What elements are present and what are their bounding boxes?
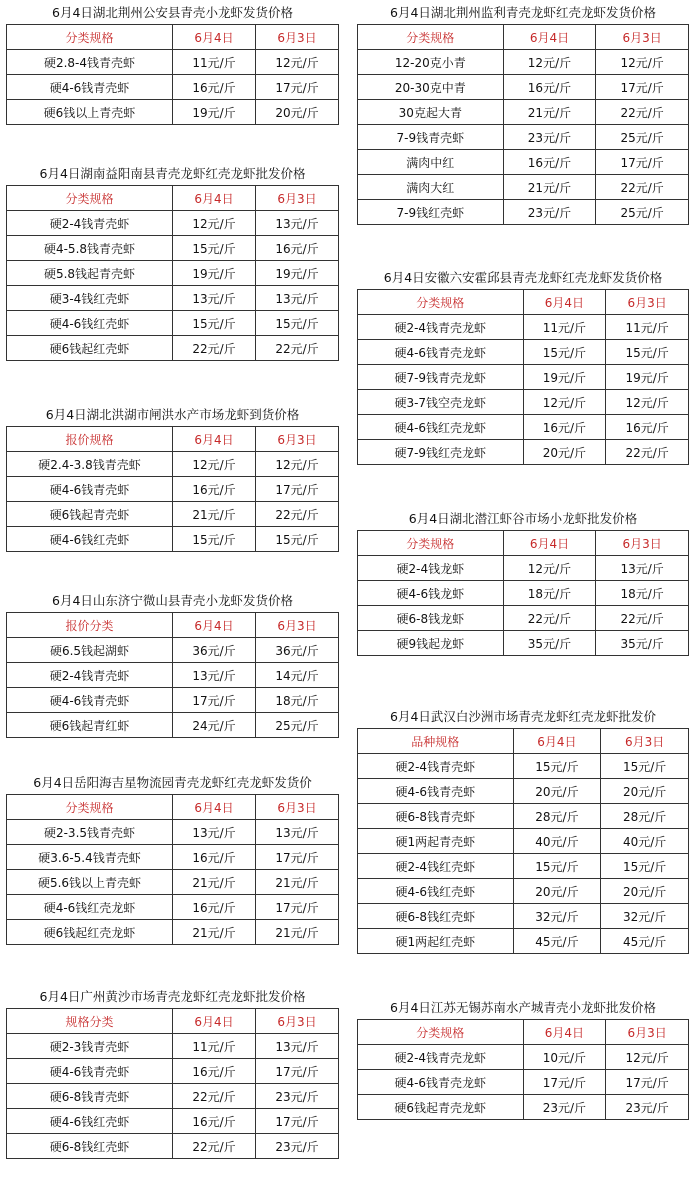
price-cell: 16元/斤 [606, 415, 689, 440]
table-row [7, 895, 339, 920]
spec-cell: 硬2-4钱青壳虾 [7, 663, 173, 688]
header-cell: 6月3日 [256, 1009, 339, 1034]
price-table-block [6, 163, 339, 361]
price-cell: 28元/斤 [601, 804, 689, 829]
spec-cell: 硬6.5钱起湖虾 [7, 638, 173, 663]
header-cell: 分类规格 [7, 186, 173, 211]
table-row [358, 150, 689, 175]
price-cell: 13元/斤 [256, 820, 339, 845]
table-row [358, 125, 689, 150]
table-row [358, 440, 689, 465]
price-cell: 15元/斤 [256, 311, 339, 336]
header-cell: 分类规格 [358, 290, 524, 315]
table-row [358, 200, 689, 225]
header-row [358, 1020, 689, 1045]
table-title: 6月4日广州黄沙市场青壳龙虾红壳龙虾批发价格 [39, 989, 306, 1004]
spec-cell: 硬4-6钱青壳虾 [7, 688, 173, 713]
spec-cell: 硬3.6-5.4钱青壳虾 [7, 845, 173, 870]
header-cell: 6月3日 [596, 25, 689, 50]
price-table-block [6, 2, 339, 125]
price-cell: 17元/斤 [256, 895, 339, 920]
header-cell: 6月4日 [173, 795, 256, 820]
header-cell: 报价规格 [7, 427, 173, 452]
price-cell: 13元/斤 [256, 1034, 339, 1059]
table-row [7, 452, 339, 477]
price-cell: 17元/斤 [256, 477, 339, 502]
price-cell: 22元/斤 [256, 502, 339, 527]
price-cell: 20元/斤 [601, 779, 689, 804]
price-cell: 16元/斤 [173, 75, 256, 100]
price-cell: 16元/斤 [173, 1059, 256, 1084]
header-cell: 6月3日 [256, 613, 339, 638]
price-cell: 19元/斤 [523, 365, 606, 390]
table-row [7, 920, 339, 945]
price-cell: 15元/斤 [256, 527, 339, 552]
table-row [358, 854, 689, 879]
header-cell: 6月3日 [601, 729, 689, 754]
header-cell: 6月3日 [256, 427, 339, 452]
price-cell: 15元/斤 [601, 854, 689, 879]
header-row [7, 25, 339, 50]
header-cell: 6月4日 [173, 613, 256, 638]
header-row [7, 1009, 339, 1034]
price-cell: 15元/斤 [523, 340, 606, 365]
table-row [7, 502, 339, 527]
price-cell: 20元/斤 [256, 100, 339, 125]
price-cell: 21元/斤 [256, 920, 339, 945]
price-cell: 17元/斤 [596, 75, 689, 100]
table-row [7, 261, 339, 286]
table-row [358, 1095, 689, 1120]
table-row [358, 606, 689, 631]
header-cell: 分类规格 [7, 25, 173, 50]
table-title: 6月4日湖北荆州监利青壳龙虾红壳龙虾发货价格 [390, 5, 656, 20]
spec-cell: 硬6钱起青壳龙虾 [358, 1095, 524, 1120]
spec-cell: 硬4-6钱红壳虾 [7, 527, 173, 552]
header-cell: 6月3日 [256, 795, 339, 820]
price-table-block [357, 997, 689, 1120]
price-cell: 21元/斤 [173, 502, 256, 527]
header-cell: 6月4日 [513, 729, 601, 754]
price-cell: 13元/斤 [173, 663, 256, 688]
spec-cell: 12-20克小青 [358, 50, 504, 75]
table-row [7, 820, 339, 845]
price-cell: 10元/斤 [523, 1045, 606, 1070]
price-cell: 17元/斤 [256, 75, 339, 100]
header-cell: 规格分类 [7, 1009, 173, 1034]
header-cell: 分类规格 [358, 1020, 524, 1045]
spec-cell: 硬3-4钱红壳虾 [7, 286, 173, 311]
price-table-block [6, 590, 339, 738]
price-cell: 23元/斤 [503, 125, 596, 150]
price-cell: 17元/斤 [256, 1059, 339, 1084]
spec-cell: 硬5.6钱以上青壳虾 [7, 870, 173, 895]
spec-cell: 7-9钱红壳虾 [358, 200, 504, 225]
price-cell: 19元/斤 [606, 365, 689, 390]
price-cell: 28元/斤 [513, 804, 601, 829]
price-table [6, 24, 339, 125]
spec-cell: 硬4-6钱龙虾 [358, 581, 504, 606]
table-row [358, 879, 689, 904]
price-table-block [357, 2, 689, 225]
table-row [358, 581, 689, 606]
price-cell: 36元/斤 [256, 638, 339, 663]
price-cell: 23元/斤 [256, 1084, 339, 1109]
spec-cell: 硬4-6钱青壳龙虾 [358, 1070, 524, 1095]
spec-cell: 硬6钱以上青壳虾 [7, 100, 173, 125]
table-row [358, 929, 689, 954]
spec-cell: 硬2-3钱青壳虾 [7, 1034, 173, 1059]
table-row [358, 75, 689, 100]
table-title: 6月4日岳阳海吉星物流园青壳龙虾红壳龙虾发货价 [33, 775, 312, 790]
header-row [7, 186, 339, 211]
header-row [358, 290, 689, 315]
spec-cell: 硬2.4-3.8钱青壳虾 [7, 452, 173, 477]
price-table [6, 794, 339, 945]
spec-cell: 硬6钱起红壳龙虾 [7, 920, 173, 945]
price-cell: 17元/斤 [606, 1070, 689, 1095]
price-cell: 16元/斤 [256, 236, 339, 261]
spec-cell: 硬4-6钱红壳虾 [7, 311, 173, 336]
header-cell: 6月4日 [173, 25, 256, 50]
price-cell: 14元/斤 [256, 663, 339, 688]
header-cell: 6月3日 [606, 1020, 689, 1045]
price-cell: 12元/斤 [173, 452, 256, 477]
price-table [357, 1019, 689, 1120]
table-row [7, 1034, 339, 1059]
spec-cell: 硬7-9钱青壳龙虾 [358, 365, 524, 390]
price-cell: 25元/斤 [596, 200, 689, 225]
spec-cell: 硬4-6钱青壳虾 [358, 779, 514, 804]
price-table [6, 1008, 339, 1159]
price-cell: 21元/斤 [503, 175, 596, 200]
header-cell: 分类规格 [358, 25, 504, 50]
price-table-block [6, 404, 339, 552]
price-cell: 32元/斤 [513, 904, 601, 929]
price-cell: 17元/斤 [256, 845, 339, 870]
table-row [7, 75, 339, 100]
price-cell: 22元/斤 [503, 606, 596, 631]
price-table [357, 289, 689, 465]
price-cell: 18元/斤 [596, 581, 689, 606]
price-cell: 12元/斤 [503, 556, 596, 581]
price-cell: 19元/斤 [173, 100, 256, 125]
price-cell: 13元/斤 [256, 286, 339, 311]
price-cell: 16元/斤 [503, 150, 596, 175]
header-cell: 6月3日 [606, 290, 689, 315]
price-cell: 17元/斤 [596, 150, 689, 175]
table-row [7, 236, 339, 261]
header-cell: 6月4日 [173, 186, 256, 211]
header-cell: 6月3日 [256, 25, 339, 50]
table-row [7, 336, 339, 361]
spec-cell: 硬4-6钱青壳虾 [7, 477, 173, 502]
price-cell: 12元/斤 [523, 390, 606, 415]
price-table-block [6, 772, 339, 945]
spec-cell: 硬2-4钱青壳龙虾 [358, 315, 524, 340]
table-row [7, 527, 339, 552]
price-cell: 17元/斤 [173, 688, 256, 713]
spec-cell: 7-9钱青壳虾 [358, 125, 504, 150]
price-cell: 45元/斤 [513, 929, 601, 954]
spec-cell: 硬6钱起青壳虾 [7, 502, 173, 527]
price-cell: 24元/斤 [173, 713, 256, 738]
price-table [357, 530, 689, 656]
price-table-block [357, 508, 689, 656]
table-row [358, 415, 689, 440]
spec-cell: 硬6-8钱青壳虾 [358, 804, 514, 829]
price-cell: 12元/斤 [606, 390, 689, 415]
table-row [358, 631, 689, 656]
price-cell: 32元/斤 [601, 904, 689, 929]
price-cell: 35元/斤 [503, 631, 596, 656]
spec-cell: 硬6钱起红壳虾 [7, 336, 173, 361]
price-cell: 15元/斤 [173, 527, 256, 552]
price-cell: 25元/斤 [596, 125, 689, 150]
price-cell: 11元/斤 [173, 50, 256, 75]
spec-cell: 硬7-9钱红壳龙虾 [358, 440, 524, 465]
price-table [6, 185, 339, 361]
price-cell: 22元/斤 [173, 336, 256, 361]
table-row [358, 829, 689, 854]
price-cell: 19元/斤 [256, 261, 339, 286]
price-cell: 12元/斤 [256, 452, 339, 477]
header-cell: 分类规格 [7, 795, 173, 820]
price-cell: 15元/斤 [513, 854, 601, 879]
spec-cell: 硬1两起青壳虾 [358, 829, 514, 854]
table-row [358, 804, 689, 829]
header-cell: 6月4日 [523, 290, 606, 315]
spec-cell: 硬2-4钱青壳虾 [358, 754, 514, 779]
header-cell: 6月4日 [173, 427, 256, 452]
price-cell: 22元/斤 [596, 100, 689, 125]
price-cell: 23元/斤 [256, 1134, 339, 1159]
header-row [7, 795, 339, 820]
table-row [358, 904, 689, 929]
price-cell: 11元/斤 [523, 315, 606, 340]
price-cell: 40元/斤 [513, 829, 601, 854]
spec-cell: 硬6-8钱青壳虾 [7, 1084, 173, 1109]
spec-cell: 硬6钱起青红虾 [7, 713, 173, 738]
price-cell: 15元/斤 [513, 754, 601, 779]
price-cell: 13元/斤 [596, 556, 689, 581]
price-cell: 16元/斤 [503, 75, 596, 100]
price-cell: 18元/斤 [503, 581, 596, 606]
table-row [358, 175, 689, 200]
table-row [7, 211, 339, 236]
price-cell: 22元/斤 [596, 175, 689, 200]
spec-cell: 硬4-6钱红壳虾 [7, 1109, 173, 1134]
price-cell: 15元/斤 [606, 340, 689, 365]
price-cell: 11元/斤 [606, 315, 689, 340]
price-cell: 22元/斤 [596, 606, 689, 631]
table-row [7, 1084, 339, 1109]
spec-cell: 满肉大红 [358, 175, 504, 200]
price-cell: 20元/斤 [601, 879, 689, 904]
spec-cell: 30克起大青 [358, 100, 504, 125]
table-title: 6月4日湖南益阳南县青壳龙虾红壳龙虾批发价格 [39, 166, 306, 181]
price-cell: 36元/斤 [173, 638, 256, 663]
table-title: 6月4日武汉白沙洲市场青壳龙虾红壳龙虾批发价 [390, 709, 656, 724]
spec-cell: 20-30克中青 [358, 75, 504, 100]
spec-cell: 硬2-3.5钱青壳虾 [7, 820, 173, 845]
price-cell: 22元/斤 [256, 336, 339, 361]
price-table [6, 426, 339, 552]
price-cell: 23元/斤 [503, 200, 596, 225]
table-row [358, 340, 689, 365]
table-row [7, 311, 339, 336]
price-cell: 19元/斤 [173, 261, 256, 286]
table-row [7, 50, 339, 75]
spec-cell: 硬5.8钱起青壳虾 [7, 261, 173, 286]
price-cell: 12元/斤 [256, 50, 339, 75]
price-table [6, 612, 339, 738]
table-row [7, 713, 339, 738]
price-cell: 20元/斤 [513, 879, 601, 904]
price-cell: 22元/斤 [606, 440, 689, 465]
price-cell: 20元/斤 [523, 440, 606, 465]
price-cell: 12元/斤 [606, 1045, 689, 1070]
price-cell: 12元/斤 [173, 211, 256, 236]
header-cell: 6月4日 [523, 1020, 606, 1045]
header-cell: 6月4日 [503, 531, 596, 556]
price-cell: 18元/斤 [256, 688, 339, 713]
header-cell: 品种规格 [358, 729, 514, 754]
header-row [358, 531, 689, 556]
spec-cell: 硬4-6钱青壳虾 [7, 75, 173, 100]
spec-cell: 硬4-6钱青壳龙虾 [358, 340, 524, 365]
price-cell: 16元/斤 [173, 895, 256, 920]
header-cell: 分类规格 [358, 531, 504, 556]
price-cell: 21元/斤 [173, 870, 256, 895]
table-row [7, 688, 339, 713]
price-cell: 15元/斤 [173, 236, 256, 261]
price-table [357, 24, 689, 225]
header-row [358, 25, 689, 50]
spec-cell: 硬4-6钱红壳虾 [358, 879, 514, 904]
price-cell: 16元/斤 [173, 1109, 256, 1134]
table-row [358, 365, 689, 390]
price-cell: 25元/斤 [256, 713, 339, 738]
spec-cell: 硬4-6钱红壳龙虾 [358, 415, 524, 440]
price-cell: 23元/斤 [523, 1095, 606, 1120]
price-cell: 16元/斤 [173, 477, 256, 502]
spec-cell: 硬2.8-4钱青壳虾 [7, 50, 173, 75]
spec-cell: 硬6-8钱龙虾 [358, 606, 504, 631]
spec-cell: 硬1两起红壳虾 [358, 929, 514, 954]
table-row [7, 1109, 339, 1134]
table-row [358, 100, 689, 125]
header-cell: 6月4日 [173, 1009, 256, 1034]
price-cell: 22元/斤 [173, 1084, 256, 1109]
price-cell: 15元/斤 [601, 754, 689, 779]
table-row [358, 50, 689, 75]
price-cell: 12元/斤 [596, 50, 689, 75]
spec-cell: 硬6-8钱红壳虾 [7, 1134, 173, 1159]
table-title: 6月4日湖北荆州公安县青壳小龙虾发货价格 [52, 5, 293, 20]
spec-cell: 硬6-8钱红壳虾 [358, 904, 514, 929]
spec-cell: 硬2-4钱红壳虾 [358, 854, 514, 879]
price-cell: 20元/斤 [513, 779, 601, 804]
table-row [7, 100, 339, 125]
table-row [7, 1134, 339, 1159]
price-cell: 15元/斤 [173, 311, 256, 336]
table-row [358, 754, 689, 779]
price-cell: 16元/斤 [173, 845, 256, 870]
price-cell: 13元/斤 [173, 286, 256, 311]
table-row [358, 556, 689, 581]
price-cell: 12元/斤 [503, 50, 596, 75]
header-cell: 6月3日 [596, 531, 689, 556]
spec-cell: 硬4-6钱红壳龙虾 [7, 895, 173, 920]
spec-cell: 硬2-4钱青壳虾 [7, 211, 173, 236]
price-cell: 11元/斤 [173, 1034, 256, 1059]
price-cell: 21元/斤 [503, 100, 596, 125]
price-table [357, 728, 689, 954]
header-cell: 6月3日 [256, 186, 339, 211]
table-row [7, 870, 339, 895]
spec-cell: 硬4-6钱青壳虾 [7, 1059, 173, 1084]
price-cell: 40元/斤 [601, 829, 689, 854]
price-cell: 13元/斤 [173, 820, 256, 845]
header-cell: 6月4日 [503, 25, 596, 50]
table-row [7, 477, 339, 502]
table-row [7, 638, 339, 663]
spec-cell: 硬2-4钱青壳龙虾 [358, 1045, 524, 1070]
price-cell: 35元/斤 [596, 631, 689, 656]
table-row [358, 315, 689, 340]
price-cell: 23元/斤 [606, 1095, 689, 1120]
table-row [358, 390, 689, 415]
table-row [358, 1045, 689, 1070]
header-row [7, 427, 339, 452]
table-row [358, 779, 689, 804]
price-table-block [357, 706, 689, 954]
price-cell: 21元/斤 [256, 870, 339, 895]
price-cell: 22元/斤 [173, 1134, 256, 1159]
spec-cell: 满肉中红 [358, 150, 504, 175]
price-cell: 17元/斤 [256, 1109, 339, 1134]
header-row [7, 613, 339, 638]
price-cell: 13元/斤 [256, 211, 339, 236]
table-row [7, 286, 339, 311]
price-cell: 17元/斤 [523, 1070, 606, 1095]
table-title: 6月4日江苏无锡苏南水产城青壳小龙虾批发价格 [390, 1000, 656, 1015]
spec-cell: 硬4-5.8钱青壳虾 [7, 236, 173, 261]
spec-cell: 硬2-4钱龙虾 [358, 556, 504, 581]
price-table-block [6, 986, 339, 1159]
price-cell: 45元/斤 [601, 929, 689, 954]
price-cell: 21元/斤 [173, 920, 256, 945]
table-title: 6月4日湖北洪湖市闸洪水产市场龙虾到货价格 [45, 407, 300, 422]
price-table-block [357, 267, 689, 465]
header-cell: 报价分类 [7, 613, 173, 638]
table-row [7, 663, 339, 688]
table-title: 6月4日山东济宁微山县青壳小龙虾发货价格 [52, 593, 293, 608]
header-row [358, 729, 689, 754]
table-row [7, 1059, 339, 1084]
table-title: 6月4日安徽六安霍邱县青壳龙虾红壳龙虾发货价格 [383, 270, 663, 285]
spec-cell: 硬3-7钱空壳龙虾 [358, 390, 524, 415]
price-cell: 16元/斤 [523, 415, 606, 440]
table-row [7, 845, 339, 870]
spec-cell: 硬9钱起龙虾 [358, 631, 504, 656]
table-title: 6月4日湖北潜江虾谷市场小龙虾批发价格 [408, 511, 638, 526]
table-row [358, 1070, 689, 1095]
